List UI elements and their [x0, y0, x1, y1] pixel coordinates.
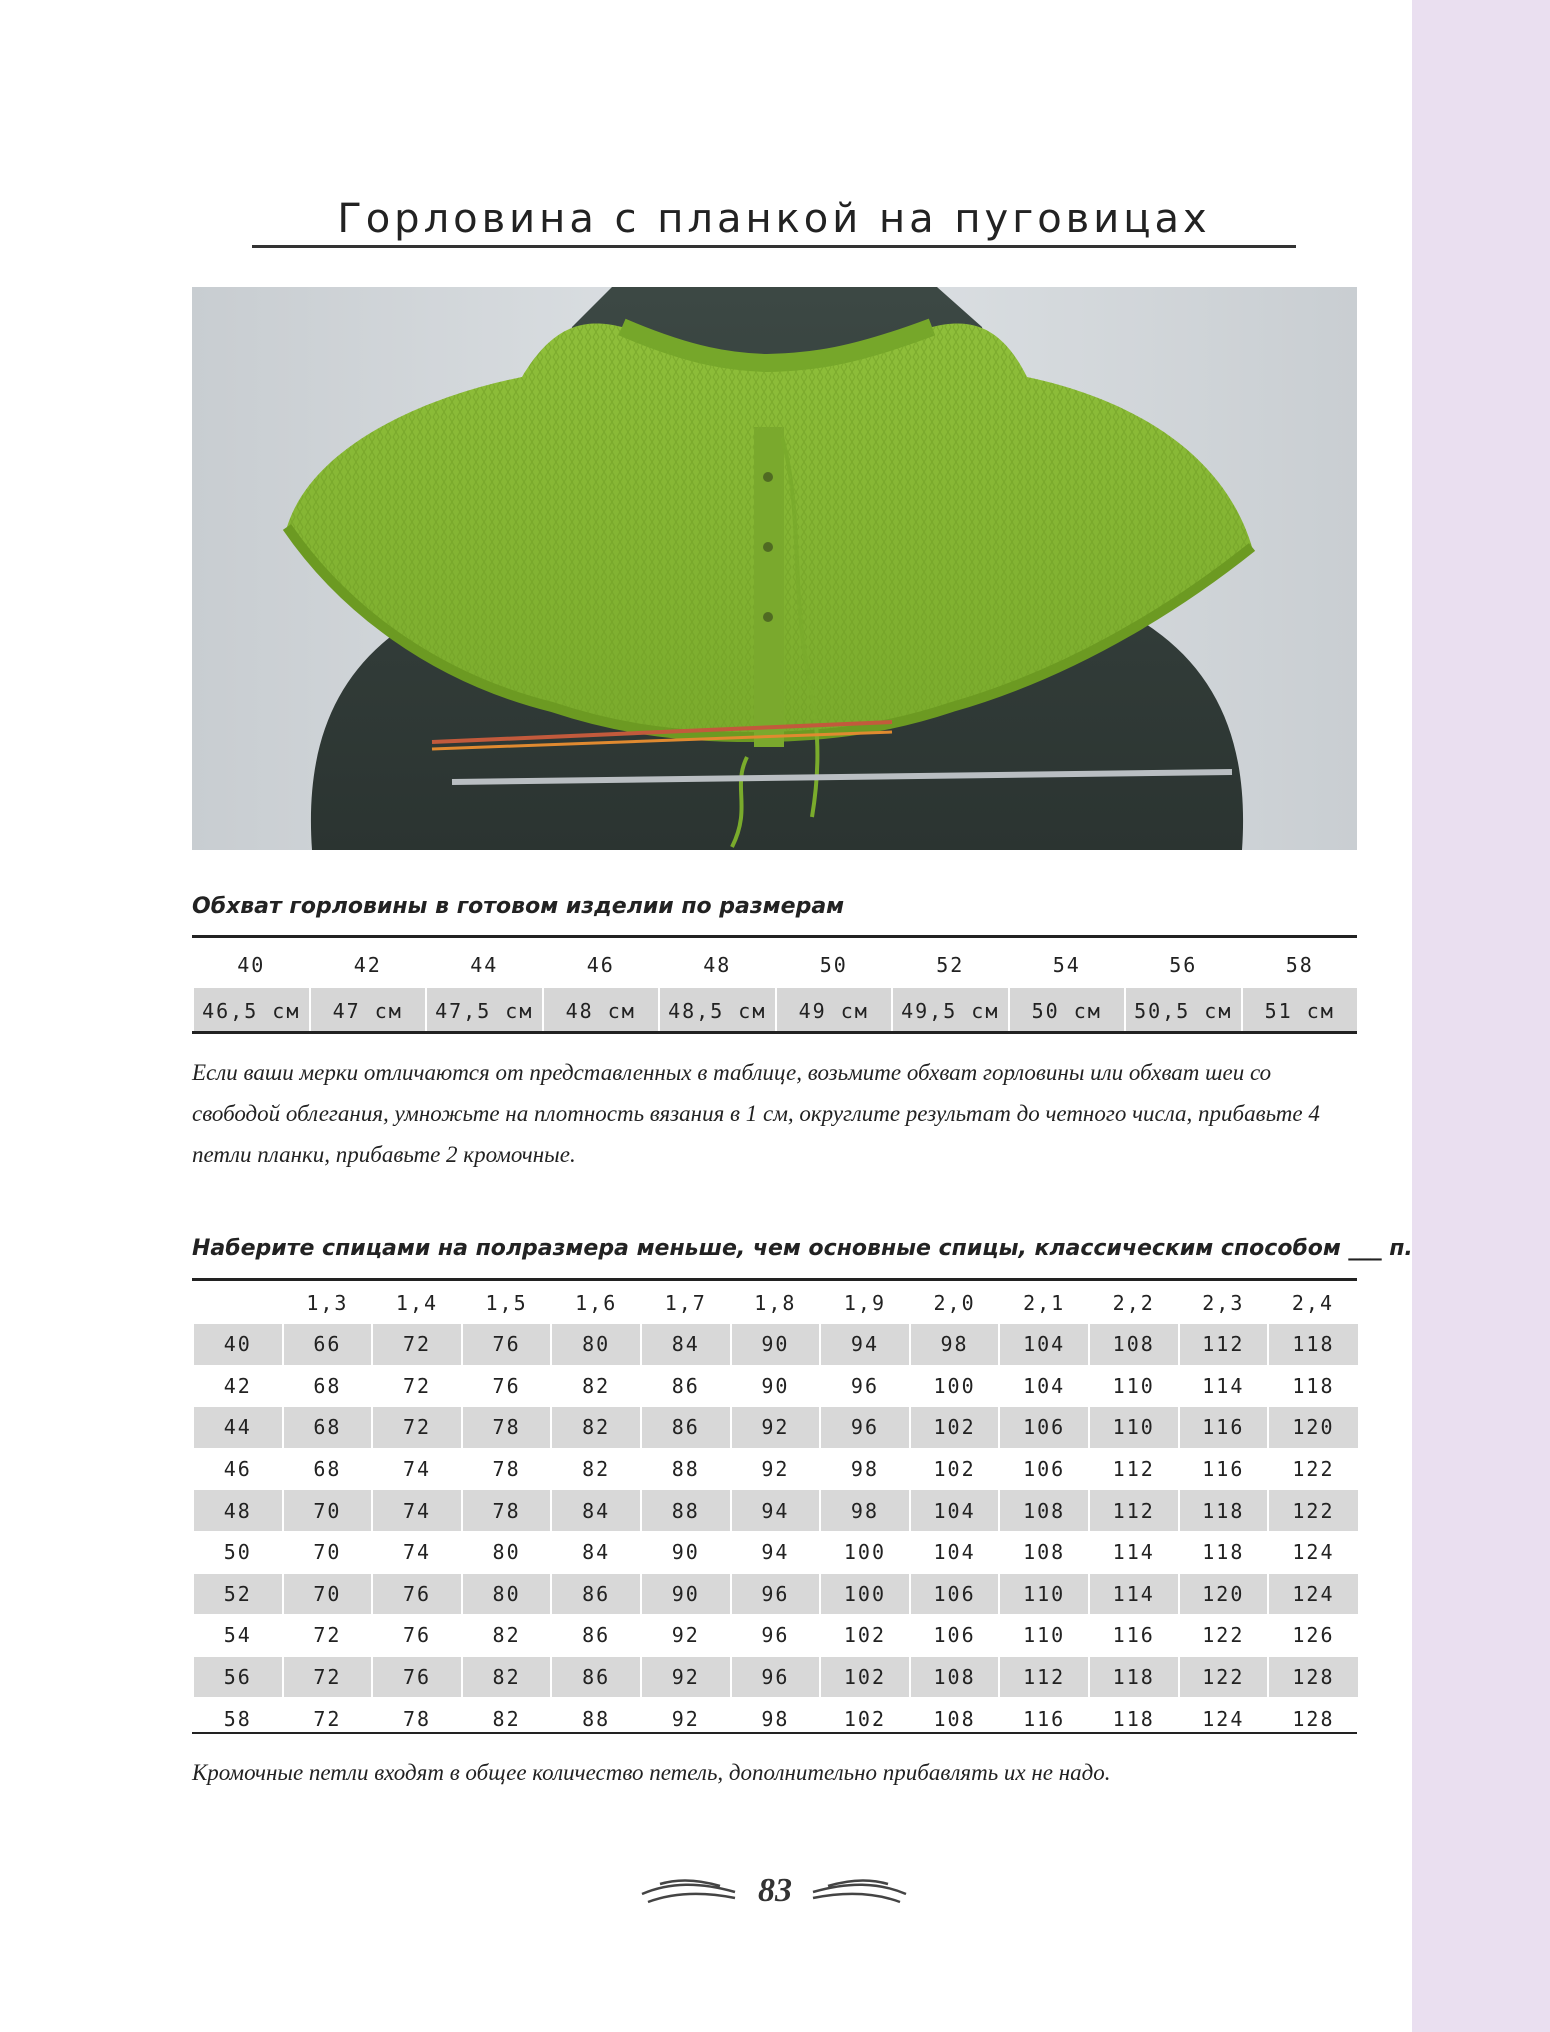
cast-on-table-heading: Наберите спицами на полразмера меньше, чем основные спицы, классическим способом ___ п. — [192, 1236, 1413, 1261]
stitch-count-cell: 68 — [283, 1365, 373, 1407]
neck-size-header-row — [193, 942, 1358, 988]
stitch-count-cell: 104 — [999, 1365, 1089, 1407]
size-cell: 44 — [470, 953, 499, 977]
cast-on-row — [193, 1656, 1358, 1698]
gauge-cell: 2,0 — [933, 1291, 976, 1315]
cast-on-row — [193, 1448, 1358, 1490]
stitch-count-cell: 114 — [1179, 1365, 1269, 1407]
stitch-count-cell: 74 — [372, 1490, 462, 1532]
stitch-count-cell: 122 — [1179, 1656, 1269, 1698]
circumference-cell: 47 см — [310, 988, 427, 1033]
stitch-count-cell: 124 — [1268, 1531, 1358, 1573]
stitch-count-cell: 90 — [731, 1365, 821, 1407]
stitch-count-cell: 102 — [820, 1698, 910, 1739]
stitch-count-cell: 98 — [910, 1324, 1000, 1366]
neck-table-top-rule — [192, 935, 1357, 938]
gauge-cell: 1,9 — [843, 1291, 887, 1315]
title-rule — [252, 245, 1296, 248]
stitch-count-cell: 70 — [283, 1490, 373, 1532]
cast-on-row — [193, 1324, 1358, 1366]
stitch-count-cell: 122 — [1268, 1448, 1358, 1490]
stitch-count-cell: 84 — [641, 1324, 731, 1366]
stitch-count-cell: 128 — [1268, 1698, 1358, 1739]
row-size-cell: 46 — [193, 1448, 283, 1490]
stitch-count-cell: 110 — [1089, 1407, 1179, 1449]
circumference-cell: 48,5 см — [659, 988, 776, 1033]
stitch-count-cell: 82 — [551, 1365, 641, 1407]
stitch-count-cell: 90 — [641, 1531, 731, 1573]
stitch-count-cell: 88 — [641, 1448, 731, 1490]
stitch-count-cell: 84 — [551, 1531, 641, 1573]
stitch-count-cell: 118 — [1089, 1698, 1179, 1739]
stitch-count-cell: 72 — [283, 1615, 373, 1657]
cast-on-table — [192, 1283, 1358, 1739]
stitch-count-cell: 126 — [1268, 1615, 1358, 1657]
stitch-count-cell: 112 — [1179, 1324, 1269, 1366]
page-title: Горловина с планкой на пуговицах — [337, 196, 1211, 242]
stitch-count-cell: 88 — [641, 1490, 731, 1532]
stitch-count-cell: 82 — [551, 1448, 641, 1490]
stitch-count-cell: 76 — [462, 1324, 552, 1366]
stitch-count-cell: 78 — [462, 1448, 552, 1490]
stitch-count-cell: 100 — [910, 1365, 1000, 1407]
stitch-count-cell: 120 — [1179, 1573, 1269, 1615]
circumference-cell: 47,5 см — [426, 988, 543, 1033]
neck-table-heading: Обхват горловины в готовом изделии по размерам — [192, 894, 845, 919]
row-size-cell: 42 — [193, 1365, 283, 1407]
stitch-count-cell: 80 — [551, 1324, 641, 1366]
stitch-count-cell: 70 — [283, 1531, 373, 1573]
gauge-cell: 1,5 — [485, 1291, 528, 1315]
stitch-count-cell: 124 — [1179, 1698, 1269, 1739]
stitch-count-cell: 96 — [731, 1656, 821, 1698]
stitch-count-cell: 98 — [820, 1448, 910, 1490]
size-cell: 56 — [1169, 953, 1198, 977]
stitch-count-cell: 86 — [551, 1573, 641, 1615]
stitch-count-cell: 118 — [1268, 1365, 1358, 1407]
stitch-count-cell: 102 — [820, 1656, 910, 1698]
stitch-count-cell: 96 — [820, 1407, 910, 1449]
corner-cell — [193, 1283, 283, 1324]
circumference-cell: 51 см — [1242, 988, 1359, 1033]
stitch-count-cell: 82 — [551, 1407, 641, 1449]
stitch-count-cell: 94 — [731, 1490, 821, 1532]
side-strip — [1412, 0, 1550, 2032]
cast-on-row — [193, 1365, 1358, 1407]
stitch-count-cell: 124 — [1268, 1573, 1358, 1615]
stitch-count-cell: 128 — [1268, 1656, 1358, 1698]
gauge-header-row — [193, 1283, 1358, 1324]
stitch-count-cell: 112 — [1089, 1490, 1179, 1532]
stitch-count-cell: 94 — [731, 1531, 821, 1573]
stitch-count-cell: 86 — [551, 1656, 641, 1698]
stitch-count-cell: 116 — [1089, 1615, 1179, 1657]
circumference-cell: 48 см — [543, 988, 660, 1033]
row-size-cell: 56 — [193, 1656, 283, 1698]
stitch-count-cell: 82 — [462, 1698, 552, 1739]
stitch-count-cell: 114 — [1089, 1573, 1179, 1615]
stitch-count-cell: 106 — [910, 1573, 1000, 1615]
stitch-count-cell: 108 — [910, 1698, 1000, 1739]
stitch-count-cell: 66 — [283, 1324, 373, 1366]
stitch-count-cell: 76 — [462, 1365, 552, 1407]
stitch-count-cell: 76 — [372, 1656, 462, 1698]
size-cell: 40 — [237, 953, 266, 977]
stitch-count-cell: 82 — [462, 1656, 552, 1698]
size-cell: 54 — [1052, 953, 1081, 977]
page-number: 83 — [758, 1872, 792, 1909]
stitch-count-cell: 96 — [731, 1615, 821, 1657]
stitch-count-cell: 110 — [999, 1615, 1089, 1657]
stitch-count-cell: 80 — [462, 1531, 552, 1573]
stitch-count-cell: 92 — [731, 1448, 821, 1490]
stitch-count-cell: 84 — [551, 1490, 641, 1532]
stitch-count-cell: 90 — [731, 1324, 821, 1366]
neck-table-bottom-rule — [192, 1031, 1357, 1034]
stitch-count-cell: 106 — [999, 1448, 1089, 1490]
stitch-count-cell: 100 — [820, 1531, 910, 1573]
gauge-cell: 1,6 — [575, 1291, 618, 1315]
stitch-count-cell: 112 — [1089, 1448, 1179, 1490]
stitch-count-cell: 116 — [1179, 1407, 1269, 1449]
stitch-count-cell: 86 — [641, 1365, 731, 1407]
stitch-count-cell: 78 — [372, 1698, 462, 1739]
cast-on-row — [193, 1407, 1358, 1449]
row-size-cell: 44 — [193, 1407, 283, 1449]
stitch-count-cell: 122 — [1179, 1615, 1269, 1657]
stitch-count-cell: 108 — [910, 1656, 1000, 1698]
stitch-count-cell: 92 — [641, 1615, 731, 1657]
stitch-count-cell: 78 — [462, 1407, 552, 1449]
stitch-count-cell: 110 — [999, 1573, 1089, 1615]
stitch-count-cell: 122 — [1268, 1490, 1358, 1532]
stitch-count-cell: 118 — [1179, 1531, 1269, 1573]
cast-on-row — [193, 1531, 1358, 1573]
stitch-count-cell: 104 — [999, 1324, 1089, 1366]
stitch-count-cell: 104 — [910, 1531, 1000, 1573]
stitch-count-cell: 108 — [1089, 1324, 1179, 1366]
row-size-cell: 50 — [193, 1531, 283, 1573]
stitch-count-cell: 112 — [999, 1656, 1089, 1698]
stitch-count-cell: 92 — [641, 1656, 731, 1698]
row-size-cell: 40 — [193, 1324, 283, 1366]
stitch-count-cell: 78 — [462, 1490, 552, 1532]
stitch-count-cell: 74 — [372, 1448, 462, 1490]
gauge-cell: 1,3 — [306, 1291, 349, 1315]
stitch-count-cell: 102 — [910, 1407, 1000, 1449]
size-cell: 58 — [1285, 953, 1314, 977]
stitch-count-cell: 110 — [1089, 1365, 1179, 1407]
knitted-yoke-illustration — [192, 287, 1357, 850]
gauge-cell: 1,4 — [395, 1291, 439, 1315]
stitch-count-cell: 100 — [820, 1573, 910, 1615]
stitch-count-cell: 72 — [283, 1656, 373, 1698]
stitch-count-cell: 82 — [462, 1615, 552, 1657]
stitch-count-cell: 96 — [820, 1365, 910, 1407]
stitch-count-cell: 72 — [372, 1324, 462, 1366]
stitch-count-cell: 68 — [283, 1448, 373, 1490]
circumference-cell: 46,5 см — [193, 988, 310, 1033]
stitch-count-cell: 116 — [999, 1698, 1089, 1739]
size-cell: 52 — [936, 953, 965, 977]
stitch-count-cell: 118 — [1089, 1656, 1179, 1698]
stitch-count-cell: 94 — [820, 1324, 910, 1366]
stitch-count-cell: 80 — [462, 1573, 552, 1615]
stitch-count-cell: 98 — [820, 1490, 910, 1532]
neck-size-table — [192, 942, 1359, 1033]
cast-on-row — [193, 1615, 1358, 1657]
stitch-count-cell: 96 — [731, 1573, 821, 1615]
stitch-count-cell: 72 — [372, 1407, 462, 1449]
gauge-cell: 2,1 — [1023, 1291, 1066, 1315]
stitch-count-cell: 116 — [1179, 1448, 1269, 1490]
cast-on-table-top-rule — [192, 1278, 1357, 1281]
cast-on-row — [193, 1490, 1358, 1532]
stitch-count-cell: 120 — [1268, 1407, 1358, 1449]
stitch-count-cell: 118 — [1179, 1490, 1269, 1532]
stitch-count-cell: 70 — [283, 1573, 373, 1615]
neck-circumference-row — [193, 988, 1358, 1033]
stitch-count-cell: 108 — [999, 1490, 1089, 1532]
stitch-count-cell: 92 — [641, 1698, 731, 1739]
circumference-cell: 50,5 см — [1125, 988, 1242, 1033]
right-flourish-icon — [808, 1874, 908, 1914]
stitch-count-cell: 86 — [641, 1407, 731, 1449]
circumference-cell: 49,5 см — [892, 988, 1009, 1033]
knitted-yoke-photo — [192, 287, 1357, 850]
stitch-count-cell: 76 — [372, 1573, 462, 1615]
circumference-cell: 49 см — [776, 988, 893, 1033]
stitch-count-cell: 102 — [910, 1448, 1000, 1490]
circumference-cell: 50 см — [1009, 988, 1126, 1033]
stitch-count-cell: 114 — [1089, 1531, 1179, 1573]
gauge-cell: 2,2 — [1112, 1291, 1155, 1315]
stitch-count-cell: 92 — [731, 1407, 821, 1449]
size-cell: 42 — [353, 953, 382, 977]
stitch-count-cell: 104 — [910, 1490, 1000, 1532]
cast-on-table-bottom-rule — [192, 1732, 1357, 1734]
left-flourish-icon — [640, 1874, 740, 1914]
gauge-cell: 2,3 — [1202, 1291, 1245, 1315]
row-size-cell: 58 — [193, 1698, 283, 1739]
size-cell: 48 — [703, 953, 732, 977]
stitch-count-cell: 76 — [372, 1615, 462, 1657]
cast-on-row — [193, 1573, 1358, 1615]
instructions-text: Если ваши мерки отличаются от представленных в таблице, возьмите обхват горловины или обхват шеи со свободой облегания, умножьте на плотность вязания в 1 см, округлите результат до четного числа, прибавьте 4 петли планки, прибавьте 2 кромочные. — [192, 1060, 1320, 1167]
stitch-count-cell: 90 — [641, 1573, 731, 1615]
stitch-count-cell: 72 — [372, 1365, 462, 1407]
stitch-count-cell: 98 — [731, 1698, 821, 1739]
row-size-cell: 52 — [193, 1573, 283, 1615]
stitch-count-cell: 86 — [551, 1615, 641, 1657]
stitch-count-cell: 88 — [551, 1698, 641, 1739]
stitch-count-cell: 68 — [283, 1407, 373, 1449]
row-size-cell: 54 — [193, 1615, 283, 1657]
gauge-cell: 2,4 — [1291, 1291, 1334, 1315]
stitch-count-cell: 74 — [372, 1531, 462, 1573]
stitch-count-cell: 102 — [820, 1615, 910, 1657]
stitch-count-cell: 118 — [1268, 1324, 1358, 1366]
stitch-count-cell: 106 — [999, 1407, 1089, 1449]
size-cell: 46 — [586, 953, 615, 977]
size-cell: 50 — [819, 953, 848, 977]
stitch-count-cell: 108 — [999, 1531, 1089, 1573]
stitch-count-cell: 72 — [283, 1698, 373, 1739]
stitch-count-cell: 106 — [910, 1615, 1000, 1657]
footnote-text: Кромочные петли входят в общее количество петель, дополнительно прибавлять их не надо. — [192, 1760, 1111, 1785]
gauge-cell: 1,7 — [664, 1291, 707, 1315]
gauge-cell: 1,8 — [754, 1291, 797, 1315]
row-size-cell: 48 — [193, 1490, 283, 1532]
